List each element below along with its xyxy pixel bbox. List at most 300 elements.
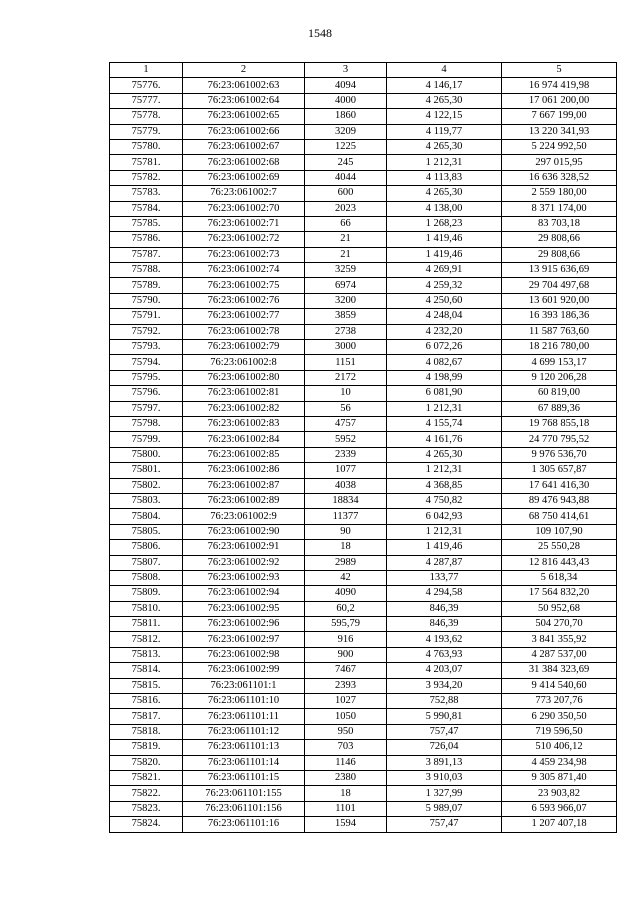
table-row bbox=[110, 232, 617, 247]
table-cell: 76:23:061002:67 bbox=[183, 139, 305, 154]
table-cell: 75779. bbox=[110, 124, 183, 139]
table-cell: 16 974 419,98 bbox=[502, 78, 617, 93]
table-cell: 75776. bbox=[110, 78, 183, 93]
table-row bbox=[110, 678, 617, 693]
table-cell: 9 305 871,40 bbox=[502, 770, 617, 785]
table-cell: 76:23:061002:89 bbox=[183, 493, 305, 508]
table-cell: 4 122,15 bbox=[387, 109, 502, 124]
table-cell: 75789. bbox=[110, 278, 183, 293]
table-cell: 752,88 bbox=[387, 694, 502, 709]
table-cell: 19 768 855,18 bbox=[502, 416, 617, 431]
table-cell: 1151 bbox=[305, 355, 387, 370]
table-cell: 76:23:061002:78 bbox=[183, 324, 305, 339]
table-row bbox=[110, 601, 617, 616]
table-row bbox=[110, 709, 617, 724]
table-cell: 5952 bbox=[305, 432, 387, 447]
table-row bbox=[110, 355, 617, 370]
page-number: 1548 bbox=[308, 26, 332, 40]
table-cell: 3859 bbox=[305, 309, 387, 324]
table-cell: 1 419,46 bbox=[387, 232, 502, 247]
table-cell: 297 015,95 bbox=[502, 155, 617, 170]
table-row bbox=[110, 524, 617, 539]
table-cell: 4 265,30 bbox=[387, 93, 502, 108]
table-cell: 76:23:061002:95 bbox=[183, 601, 305, 616]
table-cell: 76:23:061002:69 bbox=[183, 170, 305, 185]
table-cell: 76:23:061101:156 bbox=[183, 801, 305, 816]
table-cell: 75812. bbox=[110, 632, 183, 647]
table-cell: 75780. bbox=[110, 139, 183, 154]
table-cell: 76:23:061101:155 bbox=[183, 786, 305, 801]
table-cell: 726,04 bbox=[387, 740, 502, 755]
table-cell: 75807. bbox=[110, 555, 183, 570]
table-cell: 75791. bbox=[110, 309, 183, 324]
table-cell: 4 368,85 bbox=[387, 478, 502, 493]
table-cell: 76:23:061002:87 bbox=[183, 478, 305, 493]
table-cell: 76:23:061002:84 bbox=[183, 432, 305, 447]
table-cell: 4 119,77 bbox=[387, 124, 502, 139]
table-cell: 4757 bbox=[305, 416, 387, 431]
table-cell: 846,39 bbox=[387, 617, 502, 632]
table-cell: 510 406,12 bbox=[502, 740, 617, 755]
table-cell: 75810. bbox=[110, 601, 183, 616]
table-cell: 76:23:061002:79 bbox=[183, 340, 305, 355]
table-cell: 76:23:061002:7 bbox=[183, 186, 305, 201]
table-cell: 3 934,20 bbox=[387, 678, 502, 693]
data-table bbox=[109, 62, 617, 833]
table-row bbox=[110, 109, 617, 124]
table-row bbox=[110, 278, 617, 293]
table-cell: 75816. bbox=[110, 694, 183, 709]
table-cell: 60 819,00 bbox=[502, 386, 617, 401]
table-cell: 595,79 bbox=[305, 617, 387, 632]
table-cell: 29 808,66 bbox=[502, 247, 617, 262]
table-cell: 4 287 537,00 bbox=[502, 647, 617, 662]
table-cell: 75809. bbox=[110, 586, 183, 601]
table-cell: 75787. bbox=[110, 247, 183, 262]
table-cell: 75820. bbox=[110, 755, 183, 770]
table-cell: 75785. bbox=[110, 216, 183, 231]
table-row bbox=[110, 340, 617, 355]
table-cell: 9 414 540,60 bbox=[502, 678, 617, 693]
table-cell: 13 220 341,93 bbox=[502, 124, 617, 139]
table-cell: 75817. bbox=[110, 709, 183, 724]
table-row bbox=[110, 124, 617, 139]
table-cell: 83 703,18 bbox=[502, 216, 617, 231]
table-cell: 4 265,30 bbox=[387, 139, 502, 154]
table-cell: 10 bbox=[305, 386, 387, 401]
table-cell: 4094 bbox=[305, 78, 387, 93]
table-cell: 75783. bbox=[110, 186, 183, 201]
table-cell: 703 bbox=[305, 740, 387, 755]
table-cell: 76:23:061002:63 bbox=[183, 78, 305, 93]
header-cell: 5 bbox=[502, 63, 617, 78]
table-cell: 9 120 206,28 bbox=[502, 370, 617, 385]
table-cell: 89 476 943,88 bbox=[502, 493, 617, 508]
table-row bbox=[110, 170, 617, 185]
table-row bbox=[110, 370, 617, 385]
table-cell: 29 704 497,68 bbox=[502, 278, 617, 293]
table-cell: 18 bbox=[305, 786, 387, 801]
table-cell: 4 161,76 bbox=[387, 432, 502, 447]
table-cell: 76:23:061002:83 bbox=[183, 416, 305, 431]
table-cell: 75788. bbox=[110, 263, 183, 278]
table-cell: 3200 bbox=[305, 293, 387, 308]
table-cell: 2339 bbox=[305, 447, 387, 462]
table-row bbox=[110, 770, 617, 785]
table-cell: 5 989,07 bbox=[387, 801, 502, 816]
table-cell: 76:23:061002:86 bbox=[183, 463, 305, 478]
table-row bbox=[110, 93, 617, 108]
table-cell: 75795. bbox=[110, 370, 183, 385]
table-cell: 75823. bbox=[110, 801, 183, 816]
table-cell: 4 294,58 bbox=[387, 586, 502, 601]
table-cell: 16 393 186,36 bbox=[502, 309, 617, 324]
table-cell: 2989 bbox=[305, 555, 387, 570]
table-cell: 3209 bbox=[305, 124, 387, 139]
table-cell: 4 750,82 bbox=[387, 493, 502, 508]
table-cell: 3259 bbox=[305, 263, 387, 278]
table-cell: 68 750 414,61 bbox=[502, 509, 617, 524]
table-cell: 75781. bbox=[110, 155, 183, 170]
table-cell: 76:23:061002:77 bbox=[183, 309, 305, 324]
table-cell: 600 bbox=[305, 186, 387, 201]
table-row bbox=[110, 401, 617, 416]
table-row bbox=[110, 755, 617, 770]
table-cell: 11377 bbox=[305, 509, 387, 524]
table-cell: 75801. bbox=[110, 463, 183, 478]
table-cell: 75796. bbox=[110, 386, 183, 401]
table-cell: 2380 bbox=[305, 770, 387, 785]
table-cell: 4 269,91 bbox=[387, 263, 502, 278]
table-row bbox=[110, 740, 617, 755]
table-cell: 12 816 443,43 bbox=[502, 555, 617, 570]
table-cell: 4 193,62 bbox=[387, 632, 502, 647]
table-cell: 75782. bbox=[110, 170, 183, 185]
table-row bbox=[110, 293, 617, 308]
table-cell: 29 808,66 bbox=[502, 232, 617, 247]
table-cell: 4 248,04 bbox=[387, 309, 502, 324]
table-cell: 75793. bbox=[110, 340, 183, 355]
table-cell: 25 550,28 bbox=[502, 540, 617, 555]
table-cell: 11 587 763,60 bbox=[502, 324, 617, 339]
table-cell: 75821. bbox=[110, 770, 183, 785]
table-cell: 75803. bbox=[110, 493, 183, 508]
table-cell: 757,47 bbox=[387, 724, 502, 739]
table-cell: 846,39 bbox=[387, 601, 502, 616]
table-row bbox=[110, 247, 617, 262]
table-cell: 4038 bbox=[305, 478, 387, 493]
table-cell: 75786. bbox=[110, 232, 183, 247]
table-cell: 1 207 407,18 bbox=[502, 817, 617, 832]
table-cell: 719 596,50 bbox=[502, 724, 617, 739]
table-cell: 76:23:061101:12 bbox=[183, 724, 305, 739]
table-row bbox=[110, 509, 617, 524]
table-cell: 76:23:061002:80 bbox=[183, 370, 305, 385]
table-cell: 4 082,67 bbox=[387, 355, 502, 370]
table-cell: 75808. bbox=[110, 570, 183, 585]
table-cell: 76:23:061002:68 bbox=[183, 155, 305, 170]
table-cell: 7 667 199,00 bbox=[502, 109, 617, 124]
table-cell: 18 216 780,00 bbox=[502, 340, 617, 355]
table-row bbox=[110, 201, 617, 216]
table-cell: 1594 bbox=[305, 817, 387, 832]
table-cell: 75806. bbox=[110, 540, 183, 555]
table-cell: 76:23:061002:90 bbox=[183, 524, 305, 539]
table-cell: 2738 bbox=[305, 324, 387, 339]
table-cell: 76:23:061002:73 bbox=[183, 247, 305, 262]
table-cell: 4044 bbox=[305, 170, 387, 185]
table-cell: 13 601 920,00 bbox=[502, 293, 617, 308]
table-cell: 76:23:061002:93 bbox=[183, 570, 305, 585]
table-cell: 21 bbox=[305, 247, 387, 262]
table-cell: 75813. bbox=[110, 647, 183, 662]
table-cell: 75784. bbox=[110, 201, 183, 216]
table-row bbox=[110, 432, 617, 447]
table-cell: 21 bbox=[305, 232, 387, 247]
table-cell: 504 270,70 bbox=[502, 617, 617, 632]
table-row bbox=[110, 493, 617, 508]
table-cell: 76:23:061002:85 bbox=[183, 447, 305, 462]
table-cell: 1 212,31 bbox=[387, 155, 502, 170]
table-cell: 75778. bbox=[110, 109, 183, 124]
table-cell: 75802. bbox=[110, 478, 183, 493]
table-cell: 76:23:061002:75 bbox=[183, 278, 305, 293]
table-cell: 13 915 636,69 bbox=[502, 263, 617, 278]
table-row bbox=[110, 663, 617, 678]
table-cell: 18 bbox=[305, 540, 387, 555]
table-body bbox=[110, 63, 617, 833]
table-cell: 76:23:061002:76 bbox=[183, 293, 305, 308]
header-cell: 2 bbox=[183, 63, 305, 78]
table-row bbox=[110, 263, 617, 278]
table-cell: 4 198,99 bbox=[387, 370, 502, 385]
table-cell: 1 212,31 bbox=[387, 463, 502, 478]
table-cell: 8 371 174,00 bbox=[502, 201, 617, 216]
table-cell: 916 bbox=[305, 632, 387, 647]
table-row bbox=[110, 478, 617, 493]
table-row bbox=[110, 817, 617, 832]
table-row bbox=[110, 386, 617, 401]
table-cell: 1077 bbox=[305, 463, 387, 478]
table-cell: 56 bbox=[305, 401, 387, 416]
table-cell: 4 265,30 bbox=[387, 186, 502, 201]
table-cell: 133,77 bbox=[387, 570, 502, 585]
table-cell: 7467 bbox=[305, 663, 387, 678]
table-cell: 4 155,74 bbox=[387, 416, 502, 431]
table-cell: 4 459 234,98 bbox=[502, 755, 617, 770]
table-cell: 76:23:061002:72 bbox=[183, 232, 305, 247]
table-row bbox=[110, 555, 617, 570]
table-row bbox=[110, 216, 617, 231]
table-row bbox=[110, 309, 617, 324]
table-cell: 17 564 832,20 bbox=[502, 586, 617, 601]
table-cell: 76:23:061002:9 bbox=[183, 509, 305, 524]
table-cell: 6 042,93 bbox=[387, 509, 502, 524]
table-row bbox=[110, 586, 617, 601]
table-cell: 1 305 657,87 bbox=[502, 463, 617, 478]
table-cell: 5 990,81 bbox=[387, 709, 502, 724]
table-cell: 17 061 200,00 bbox=[502, 93, 617, 108]
table-cell: 75824. bbox=[110, 817, 183, 832]
table-cell: 75815. bbox=[110, 678, 183, 693]
table-cell: 76:23:061002:82 bbox=[183, 401, 305, 416]
table-cell: 4 287,87 bbox=[387, 555, 502, 570]
table-cell: 6 072,26 bbox=[387, 340, 502, 355]
table-cell: 76:23:061101:10 bbox=[183, 694, 305, 709]
header-cell: 1 bbox=[110, 63, 183, 78]
table-row bbox=[110, 139, 617, 154]
table-cell: 76:23:061002:74 bbox=[183, 263, 305, 278]
table-row bbox=[110, 155, 617, 170]
table-cell: 76:23:061002:92 bbox=[183, 555, 305, 570]
table-cell: 76:23:061002:99 bbox=[183, 663, 305, 678]
table-cell: 4 250,60 bbox=[387, 293, 502, 308]
table-cell: 17 641 416,30 bbox=[502, 478, 617, 493]
table-cell: 4 763,93 bbox=[387, 647, 502, 662]
table-cell: 1101 bbox=[305, 801, 387, 816]
table-cell: 60,2 bbox=[305, 601, 387, 616]
table-cell: 1860 bbox=[305, 109, 387, 124]
table-row bbox=[110, 632, 617, 647]
table-cell: 1 419,46 bbox=[387, 247, 502, 262]
table-cell: 76:23:061101:13 bbox=[183, 740, 305, 755]
table-header-row bbox=[110, 63, 617, 78]
header-cell: 3 bbox=[305, 63, 387, 78]
table-cell: 5 224 992,50 bbox=[502, 139, 617, 154]
table-cell: 76:23:061002:94 bbox=[183, 586, 305, 601]
table-cell: 75800. bbox=[110, 447, 183, 462]
table-row bbox=[110, 801, 617, 816]
table-cell: 75797. bbox=[110, 401, 183, 416]
table-cell: 1 212,31 bbox=[387, 524, 502, 539]
table-cell: 1027 bbox=[305, 694, 387, 709]
table-cell: 6974 bbox=[305, 278, 387, 293]
table-row bbox=[110, 647, 617, 662]
table-row bbox=[110, 617, 617, 632]
table-cell: 76:23:061002:70 bbox=[183, 201, 305, 216]
table-cell: 76:23:061002:66 bbox=[183, 124, 305, 139]
table-cell: 75818. bbox=[110, 724, 183, 739]
header-cell: 4 bbox=[387, 63, 502, 78]
table-cell: 76:23:061002:65 bbox=[183, 109, 305, 124]
table-cell: 75798. bbox=[110, 416, 183, 431]
table-row bbox=[110, 78, 617, 93]
table-cell: 4 265,30 bbox=[387, 447, 502, 462]
table-cell: 6 290 350,50 bbox=[502, 709, 617, 724]
table-cell: 4000 bbox=[305, 93, 387, 108]
table-cell: 4090 bbox=[305, 586, 387, 601]
table-row bbox=[110, 540, 617, 555]
table-cell: 4 113,83 bbox=[387, 170, 502, 185]
table-cell: 75819. bbox=[110, 740, 183, 755]
table-cell: 18834 bbox=[305, 493, 387, 508]
table-cell: 50 952,68 bbox=[502, 601, 617, 616]
table-cell: 1050 bbox=[305, 709, 387, 724]
table-row bbox=[110, 570, 617, 585]
table-cell: 76:23:061002:64 bbox=[183, 93, 305, 108]
table-cell: 757,47 bbox=[387, 817, 502, 832]
table-row bbox=[110, 324, 617, 339]
table-cell: 76:23:061101:11 bbox=[183, 709, 305, 724]
table-cell: 75799. bbox=[110, 432, 183, 447]
table-cell: 950 bbox=[305, 724, 387, 739]
table-cell: 75804. bbox=[110, 509, 183, 524]
table-cell: 75792. bbox=[110, 324, 183, 339]
table-cell: 24 770 795,52 bbox=[502, 432, 617, 447]
table-cell: 3 910,03 bbox=[387, 770, 502, 785]
table-cell: 75794. bbox=[110, 355, 183, 370]
table-cell: 6 081,90 bbox=[387, 386, 502, 401]
table-cell: 4 203,07 bbox=[387, 663, 502, 678]
table-cell: 1 212,31 bbox=[387, 401, 502, 416]
table-cell: 76:23:061002:81 bbox=[183, 386, 305, 401]
table-cell: 6 593 966,07 bbox=[502, 801, 617, 816]
table-cell: 2172 bbox=[305, 370, 387, 385]
table-cell: 3 841 355,92 bbox=[502, 632, 617, 647]
table-cell: 773 207,76 bbox=[502, 694, 617, 709]
table-cell: 90 bbox=[305, 524, 387, 539]
table-cell: 4 259,32 bbox=[387, 278, 502, 293]
table-cell: 76:23:061101:15 bbox=[183, 770, 305, 785]
table-cell: 16 636 328,52 bbox=[502, 170, 617, 185]
table-cell: 76:23:061101:1 bbox=[183, 678, 305, 693]
table-cell: 31 384 323,69 bbox=[502, 663, 617, 678]
table-cell: 2023 bbox=[305, 201, 387, 216]
table-cell: 245 bbox=[305, 155, 387, 170]
table-cell: 76:23:061002:96 bbox=[183, 617, 305, 632]
table-row bbox=[110, 694, 617, 709]
table-row bbox=[110, 447, 617, 462]
table-cell: 1 268,23 bbox=[387, 216, 502, 231]
table-row bbox=[110, 463, 617, 478]
table-cell: 75811. bbox=[110, 617, 183, 632]
table-cell: 76:23:061002:8 bbox=[183, 355, 305, 370]
table-cell: 23 903,82 bbox=[502, 786, 617, 801]
table-cell: 4 232,20 bbox=[387, 324, 502, 339]
table-cell: 3 891,13 bbox=[387, 755, 502, 770]
table-cell: 76:23:061002:98 bbox=[183, 647, 305, 662]
table-cell: 76:23:061002:91 bbox=[183, 540, 305, 555]
table-cell: 76:23:061002:71 bbox=[183, 216, 305, 231]
table-row bbox=[110, 416, 617, 431]
table-row bbox=[110, 786, 617, 801]
table-row bbox=[110, 724, 617, 739]
table-cell: 2393 bbox=[305, 678, 387, 693]
table-cell: 66 bbox=[305, 216, 387, 231]
table-cell: 1 327,99 bbox=[387, 786, 502, 801]
table-cell: 76:23:061101:16 bbox=[183, 817, 305, 832]
table-cell: 75790. bbox=[110, 293, 183, 308]
table-row bbox=[110, 186, 617, 201]
table-cell: 75805. bbox=[110, 524, 183, 539]
table-cell: 75777. bbox=[110, 93, 183, 108]
table-cell: 9 976 536,70 bbox=[502, 447, 617, 462]
table-cell: 75822. bbox=[110, 786, 183, 801]
table-cell: 42 bbox=[305, 570, 387, 585]
table-cell: 4 138,00 bbox=[387, 201, 502, 216]
table-cell: 2 559 180,00 bbox=[502, 186, 617, 201]
table-cell: 3000 bbox=[305, 340, 387, 355]
table-cell: 109 107,90 bbox=[502, 524, 617, 539]
table-cell: 67 889,36 bbox=[502, 401, 617, 416]
table-cell: 1 419,46 bbox=[387, 540, 502, 555]
table-cell: 4 146,17 bbox=[387, 78, 502, 93]
table-cell: 76:23:061002:97 bbox=[183, 632, 305, 647]
table-cell: 76:23:061101:14 bbox=[183, 755, 305, 770]
table-cell: 1146 bbox=[305, 755, 387, 770]
table-cell: 5 618,34 bbox=[502, 570, 617, 585]
table-cell: 1225 bbox=[305, 139, 387, 154]
